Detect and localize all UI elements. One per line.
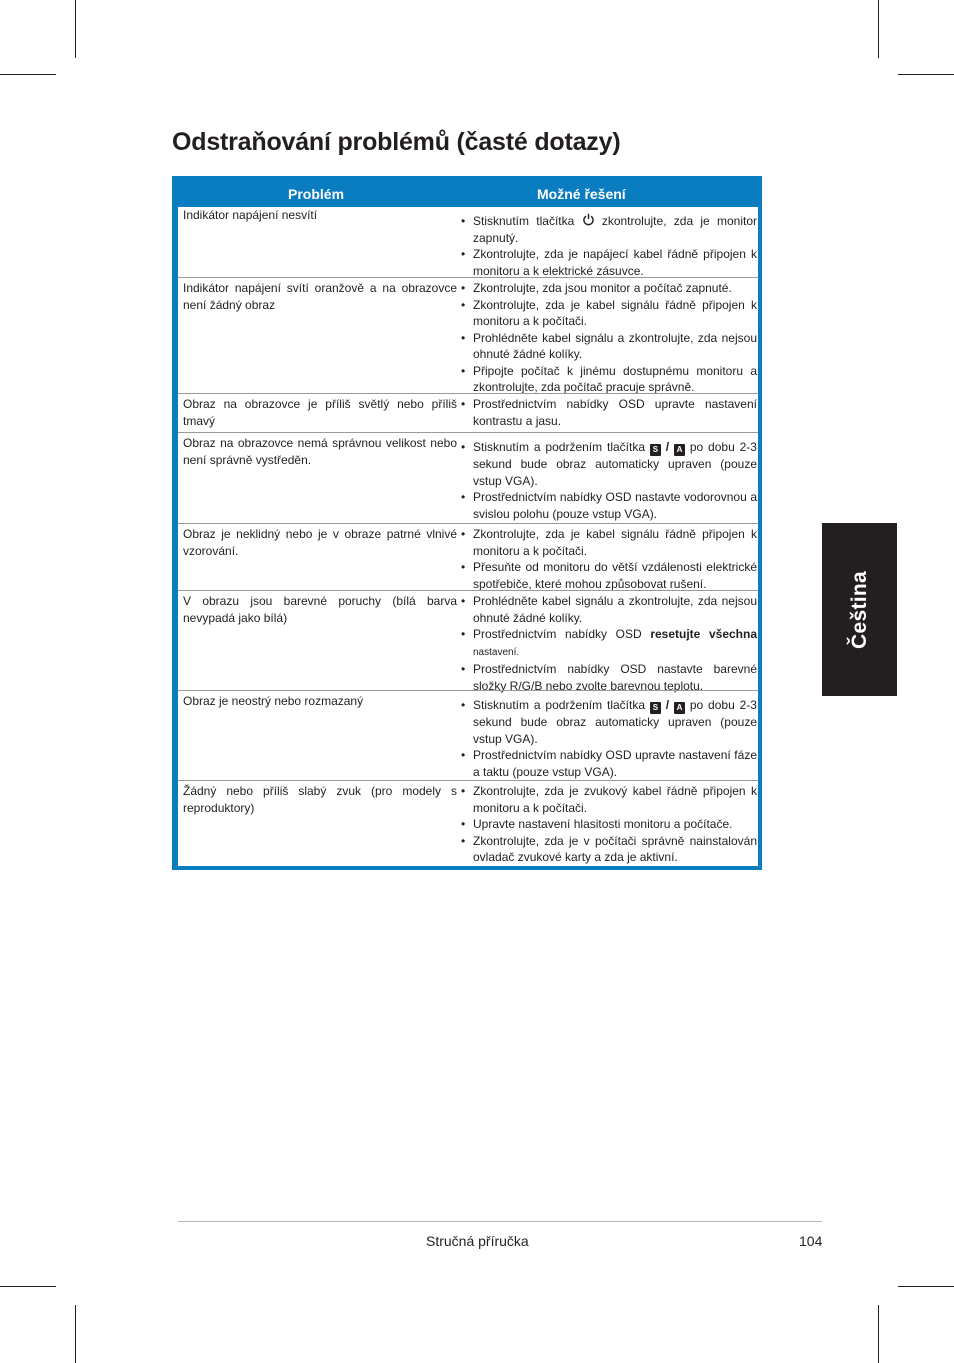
crop-mark xyxy=(878,1305,879,1363)
problem-cell: V obrazu jsou barevné poruchy (bílá barva nevypadá jako bílá) xyxy=(183,594,457,625)
solution-text: Stisknutím a podržením tlačítka xyxy=(473,440,646,454)
crop-mark xyxy=(0,1286,56,1287)
solution-text: Prostřednictvím nabídky OSD nastavte vodorovnou a svislou polohu (pouze vstup VGA). xyxy=(473,490,757,521)
solution-text: Zkontrolujte, zda je napájecí kabel řádně připojen k monitoru a k elektrické zásuvce. xyxy=(473,247,757,278)
solution-list xyxy=(459,280,757,396)
solution-text: Prostřednictvím nabídky OSD xyxy=(473,627,642,641)
solution-list xyxy=(459,593,757,694)
page-number: 104 xyxy=(799,1233,823,1249)
solution-text: Přesuňte od monitoru do větší vzdálenosti elektrické spotřebiče, které mohou způsobovat rušení. xyxy=(473,560,757,591)
problem-cell: Obraz na obrazovce je příliš světlý nebo příliš tmavý xyxy=(183,397,457,428)
solution-item xyxy=(459,747,757,780)
solution-list xyxy=(459,697,757,780)
solution-item xyxy=(459,396,757,429)
problem-cell: Obraz je neklidný nebo je v obraze patrné vlnivé vzorování. xyxy=(183,527,457,558)
solution-text: Upravte nastavení hlasitosti monitoru a počítače. xyxy=(473,817,733,831)
problem-cell: Obraz na obrazovce nemá správnou velikost nebo není správně vystředěn. xyxy=(183,436,457,467)
crop-mark xyxy=(898,1286,954,1287)
solution-item xyxy=(459,626,757,661)
solution-text: Prohlédněte kabel signálu a zkontrolujte, zda nejsou ohnuté žádné kolíky. xyxy=(473,594,757,625)
solution-text: Připojte počítač k jinému dostupnému monitoru a zkontrolujte, zda počítač pracuje správně. xyxy=(473,363,757,394)
language-label: Čeština xyxy=(847,570,871,649)
crop-mark xyxy=(898,74,954,75)
problem-cell: Obraz je neostrý nebo rozmazaný xyxy=(183,694,364,708)
table-row xyxy=(178,523,758,591)
solution-item xyxy=(459,559,757,592)
solution-text: Prostřednictvím nabídky OSD upravte nastavení kontrastu a jasu. xyxy=(473,397,757,428)
solution-item xyxy=(459,297,757,330)
solution-text: Stisknutím a podržením tlačítka xyxy=(473,698,646,712)
header-solution: Možné řešení xyxy=(537,186,626,202)
solution-item xyxy=(459,439,757,489)
table-header xyxy=(172,176,762,207)
s-button-icon: S xyxy=(650,702,661,714)
solution-text: Zkontrolujte, zda jsou monitor a počítač zapnuté. xyxy=(473,281,732,295)
table-row xyxy=(178,690,758,781)
crop-mark xyxy=(0,74,56,75)
table-row xyxy=(178,207,758,277)
solution-item xyxy=(459,246,757,279)
footer-label: Stručná příručka xyxy=(426,1233,529,1249)
solution-text: zkontrolujte, zda je monitor zapnutý. xyxy=(473,214,757,245)
crop-mark xyxy=(75,0,76,58)
solution-item xyxy=(459,833,757,866)
solution-text: Zkontrolujte, zda je v počítači správně nainstalován ovladač zvukové karty a zda je aktivní. xyxy=(473,833,757,864)
solution-item xyxy=(459,593,757,626)
language-side-tab xyxy=(822,523,897,696)
solution-text: Stisknutím tlačítka xyxy=(473,214,575,228)
solution-emphasis: resetujte všechna xyxy=(650,627,757,641)
solution-item xyxy=(459,697,757,747)
icon-separator: / xyxy=(660,698,674,712)
troubleshooting-table xyxy=(172,176,762,870)
solution-text: po dobu 2-3 sekund bude obraz automaticky upraven (pouze vstup VGA). xyxy=(473,440,757,488)
solution-text: Zkontrolujte, zda je kabel signálu řádně připojen k monitoru a k počítači. xyxy=(473,527,757,558)
table-row xyxy=(178,432,758,524)
power-icon xyxy=(582,213,595,226)
solution-list xyxy=(459,526,757,592)
s-button-icon: S xyxy=(650,444,661,456)
solution-text: Prohlédněte kabel signálu a zkontrolujte, zda nejsou ohnuté žádné kolíky. xyxy=(473,330,757,361)
solution-item xyxy=(459,489,757,522)
solution-item xyxy=(459,363,757,396)
table-body xyxy=(178,207,758,866)
table-row xyxy=(178,277,758,394)
problem-cell: Žádný nebo příliš slabý zvuk (pro modely s reproduktory) xyxy=(183,784,457,815)
solution-text: Zkontrolujte, zda je kabel signálu řádně připojen k monitoru a k počítači. xyxy=(473,297,757,328)
solution-list xyxy=(459,213,757,279)
solution-list xyxy=(459,783,757,866)
crop-mark xyxy=(878,0,879,58)
header-problem: Problém xyxy=(288,186,345,202)
page-title: Odstraňování problémů (časté dotazy) xyxy=(172,128,621,156)
solution-item xyxy=(459,783,757,816)
crop-mark xyxy=(75,1305,76,1363)
solution-list xyxy=(459,439,757,522)
solution-text: Prostřednictvím nabídky OSD upravte nastavení fáze a taktu (pouze vstup VGA). xyxy=(473,748,757,779)
solution-item xyxy=(459,213,757,246)
solution-item xyxy=(459,280,757,297)
solution-list xyxy=(459,396,757,429)
a-button-icon: A xyxy=(674,444,685,456)
table-row xyxy=(178,780,758,867)
problem-cell: Indikátor napájení svítí oranžově a na obrazovce není žádný obraz xyxy=(183,281,457,312)
solution-item xyxy=(459,330,757,363)
solution-item xyxy=(459,526,757,559)
solution-text: nastavení. xyxy=(473,646,520,658)
table-row xyxy=(178,393,758,433)
solution-text: Zkontrolujte, zda je zvukový kabel řádně připojen k monitoru a k počítači. xyxy=(473,784,757,815)
solution-item xyxy=(459,816,757,833)
icon-separator: / xyxy=(660,440,674,454)
solution-text: Prostřednictvím nabídky OSD nastavte barevné složky R/G/B nebo zvolte barevnou teplotu. xyxy=(473,662,757,693)
problem-cell: Indikátor napájení nesvítí xyxy=(183,208,318,222)
a-button-icon: A xyxy=(674,702,685,714)
solution-text: po dobu 2-3 sekund bude obraz automaticky upraven (pouze vstup VGA). xyxy=(473,698,757,746)
footer-divider xyxy=(178,1221,822,1222)
table-row xyxy=(178,590,758,691)
